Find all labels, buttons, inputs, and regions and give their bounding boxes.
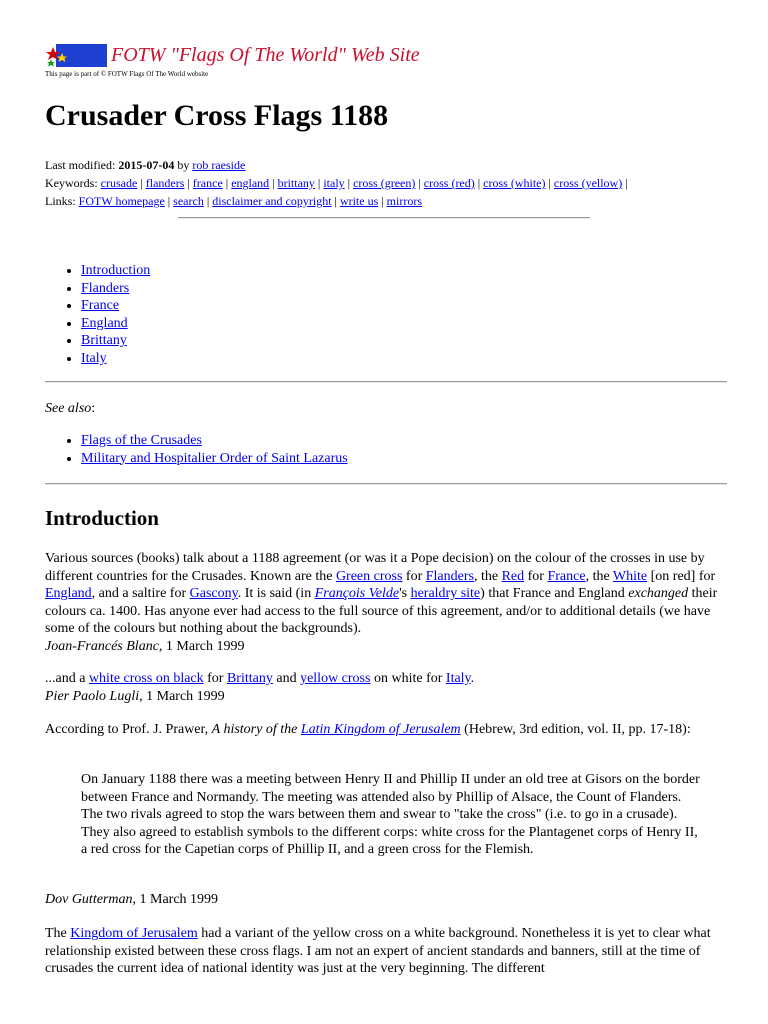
- text: their colours ca. 1400. Has anyone ever had access to the full source of this agreement, and/or to additional details (we have some of the colours but nothing about the backgrounds).: [45, 586, 718, 637]
- text: .: [470, 671, 475, 686]
- list-item: [81, 262, 150, 280]
- separator: |: [474, 176, 484, 190]
- keyword-link-italy[interactable]: italy: [323, 176, 345, 190]
- text: ...and a: [45, 671, 89, 686]
- nav-link-fotw-homepage[interactable]: FOTW homepage: [78, 194, 165, 208]
- velde-link[interactable]: François Velde: [314, 586, 400, 602]
- emphasis: exchanged: [628, 586, 689, 602]
- contributor-name: Dov Gutterman: [45, 892, 133, 907]
- list-item: [81, 297, 150, 315]
- separator: |: [415, 176, 424, 190]
- links-label: Links:: [45, 194, 79, 208]
- keyword-link-brittany[interactable]: brittany: [277, 176, 315, 190]
- last-modified-date: 2015-07-04: [118, 158, 175, 172]
- links-list: [79, 194, 422, 208]
- text: 's: [399, 586, 411, 602]
- white-cross-on-black-link[interactable]: white cross on black: [88, 671, 204, 686]
- contributor-name: Joan-Francés Blanc: [45, 638, 159, 654]
- separator: |: [378, 194, 387, 208]
- gascony-link[interactable]: Gascony: [189, 586, 238, 602]
- table-of-contents: [45, 262, 150, 368]
- last-modified-label: Last modified:: [45, 158, 119, 172]
- toc-link-england[interactable]: England: [81, 315, 128, 331]
- separator: |: [269, 176, 278, 190]
- list-item: [81, 332, 150, 350]
- intro-paragraph-3: [45, 721, 729, 739]
- text: , and a saltire for: [91, 586, 190, 602]
- text: , the: [585, 568, 613, 584]
- toc-list: [45, 262, 150, 368]
- italy-link[interactable]: Italy: [445, 671, 471, 686]
- list-item: [81, 280, 150, 298]
- intro-paragraph-5: [45, 925, 729, 978]
- text: . It is said (in: [237, 586, 315, 602]
- green-cross-link[interactable]: Green cross: [335, 568, 403, 584]
- keyword-link-crusade[interactable]: crusade: [100, 176, 138, 190]
- latin-kingdom-link[interactable]: Latin Kingdom of Jerusalem: [300, 722, 461, 737]
- introduction-heading: Introduction: [45, 506, 159, 530]
- keywords-label: Keywords:: [45, 176, 101, 190]
- keywords-line: [45, 174, 745, 192]
- fotw-logo-icon[interactable]: [45, 44, 107, 67]
- see-also-text: See also: [45, 401, 92, 416]
- list-item: [81, 315, 150, 333]
- header-divider: [178, 217, 590, 219]
- list-item: [81, 450, 348, 468]
- nav-link-mirrors[interactable]: mirrors: [386, 194, 422, 208]
- keyword-link-flanders[interactable]: flanders: [145, 176, 185, 190]
- separator: |: [545, 176, 554, 190]
- see-also-list: [45, 432, 348, 467]
- see-also-link-flags-of-the-crusades[interactable]: Flags of the Crusades: [81, 433, 202, 448]
- keyword-link-france[interactable]: france: [192, 176, 223, 190]
- keywords-list: [101, 176, 628, 190]
- red-cross-link[interactable]: Red: [501, 568, 525, 584]
- see-also-label: See also:: [45, 401, 96, 416]
- keyword-link-cross-green[interactable]: cross (green): [353, 176, 416, 190]
- intro-paragraph-2: [45, 670, 729, 705]
- separator: |: [622, 176, 628, 190]
- list-item: [81, 350, 150, 368]
- keyword-link-england[interactable]: england: [231, 176, 270, 190]
- intro-paragraph-1: [45, 550, 729, 656]
- text: According to Prof. J. Prawer,: [45, 722, 212, 737]
- site-title[interactable]: FOTW "Flags Of The World" Web Site: [111, 44, 420, 66]
- toc-link-introduction[interactable]: Introduction: [81, 263, 151, 278]
- heraldry-site-link[interactable]: heraldry site: [410, 586, 481, 602]
- brittany-link[interactable]: Brittany: [226, 671, 273, 686]
- england-link[interactable]: England: [45, 586, 92, 602]
- contribution-date: , 1 March 1999: [139, 688, 225, 704]
- text: for: [524, 568, 548, 584]
- white-cross-link[interactable]: White: [612, 568, 648, 584]
- flanders-link[interactable]: Flanders: [425, 568, 474, 584]
- separator: |: [203, 194, 213, 208]
- part-of-note: This page is part of © FOTW Flags Of The World website: [45, 70, 209, 78]
- text: had a variant of the yellow cross on a white background. Nonetheless it is yet to clear what relationship existed between these cross flags. I am not an expert of ancient standards and banners, still at the time of crusades the current idea of national identity was just at the very beginning. The different: [45, 926, 711, 977]
- see-also-section: [45, 432, 348, 467]
- separator: |: [222, 176, 232, 190]
- contribution-date: , 1 March 1999: [158, 638, 245, 654]
- separator: |: [137, 176, 146, 190]
- toc-link-flanders[interactable]: Flanders: [81, 280, 130, 296]
- contributor-name: Pier Paolo Lugli: [45, 688, 140, 704]
- text: ) that France and England: [480, 586, 629, 602]
- yellow-cross-link[interactable]: yellow cross: [300, 671, 371, 686]
- links-line: [45, 192, 745, 210]
- keyword-link-cross-red[interactable]: cross (red): [423, 176, 475, 190]
- list-item: [81, 432, 348, 450]
- kingdom-of-jerusalem-link[interactable]: Kingdom of Jerusalem: [70, 926, 198, 941]
- page-title: Crusader Cross Flags 1188: [45, 99, 389, 132]
- author-link[interactable]: rob raeside: [192, 158, 246, 172]
- separator: |: [164, 194, 174, 208]
- text: for: [402, 568, 426, 584]
- see-also-link-military-and-hospitalier-order-of-saint-lazarus[interactable]: Military and Hospitalier Order of Saint Lazarus: [81, 450, 348, 466]
- text: (Hebrew, 3rd edition, vol. II, pp. 17-18):: [460, 722, 691, 737]
- separator: |: [314, 176, 324, 190]
- divider: [45, 483, 727, 485]
- text: , the: [473, 568, 502, 584]
- nav-link-write-us[interactable]: write us: [339, 194, 379, 208]
- separator: |: [344, 176, 354, 190]
- text: for: [203, 671, 227, 686]
- nav-link-disclaimer-and-copyright[interactable]: disclaimer and copyright: [212, 194, 332, 208]
- book-title: A history of the: [211, 722, 301, 737]
- separator: |: [331, 194, 340, 208]
- page-meta: [45, 156, 745, 210]
- site-banner: [45, 40, 735, 80]
- separator: |: [184, 176, 193, 190]
- text: on white for: [370, 671, 446, 686]
- text: and: [272, 671, 301, 686]
- by-label: by: [174, 158, 193, 172]
- blockquote: On January 1188 there was a meeting between Henry II and Phillip II under an old tree at Gisors on the border between France and Normandy. The meeting was attended also by Phillip of Alsace, the Count of Flanders. The two rivals agreed to stop the wars between them and swear to "take the cross" (i.e. to go in a crusade). They also agreed to establish symbols to the different corps: white cross for the Plantagenet corps of Henry II, a red cross for the Capetian corps of Phillip II, and a green cross for the Flemish.: [81, 772, 700, 858]
- toc-link-france[interactable]: France: [81, 298, 120, 314]
- nav-link-search[interactable]: search: [173, 194, 204, 208]
- france-link[interactable]: France: [547, 568, 586, 584]
- intro-paragraph-4: [45, 891, 729, 909]
- text: [on red] for: [647, 568, 716, 584]
- text: The: [45, 926, 71, 941]
- text: Various sources (books) talk about a 1188 agreement (or was it a Pope decision) on the colour of the crosses in use by different countries for the Crusades. Known are the: [45, 551, 705, 584]
- contribution-date: , 1 March 1999: [132, 892, 219, 907]
- toc-link-brittany[interactable]: Brittany: [81, 333, 127, 349]
- keyword-link-cross-white[interactable]: cross (white): [483, 176, 546, 190]
- toc-link-italy[interactable]: Italy: [81, 350, 107, 366]
- last-modified-line: [45, 156, 745, 174]
- divider: [45, 381, 727, 383]
- keyword-link-cross-yellow[interactable]: cross (yellow): [553, 176, 623, 190]
